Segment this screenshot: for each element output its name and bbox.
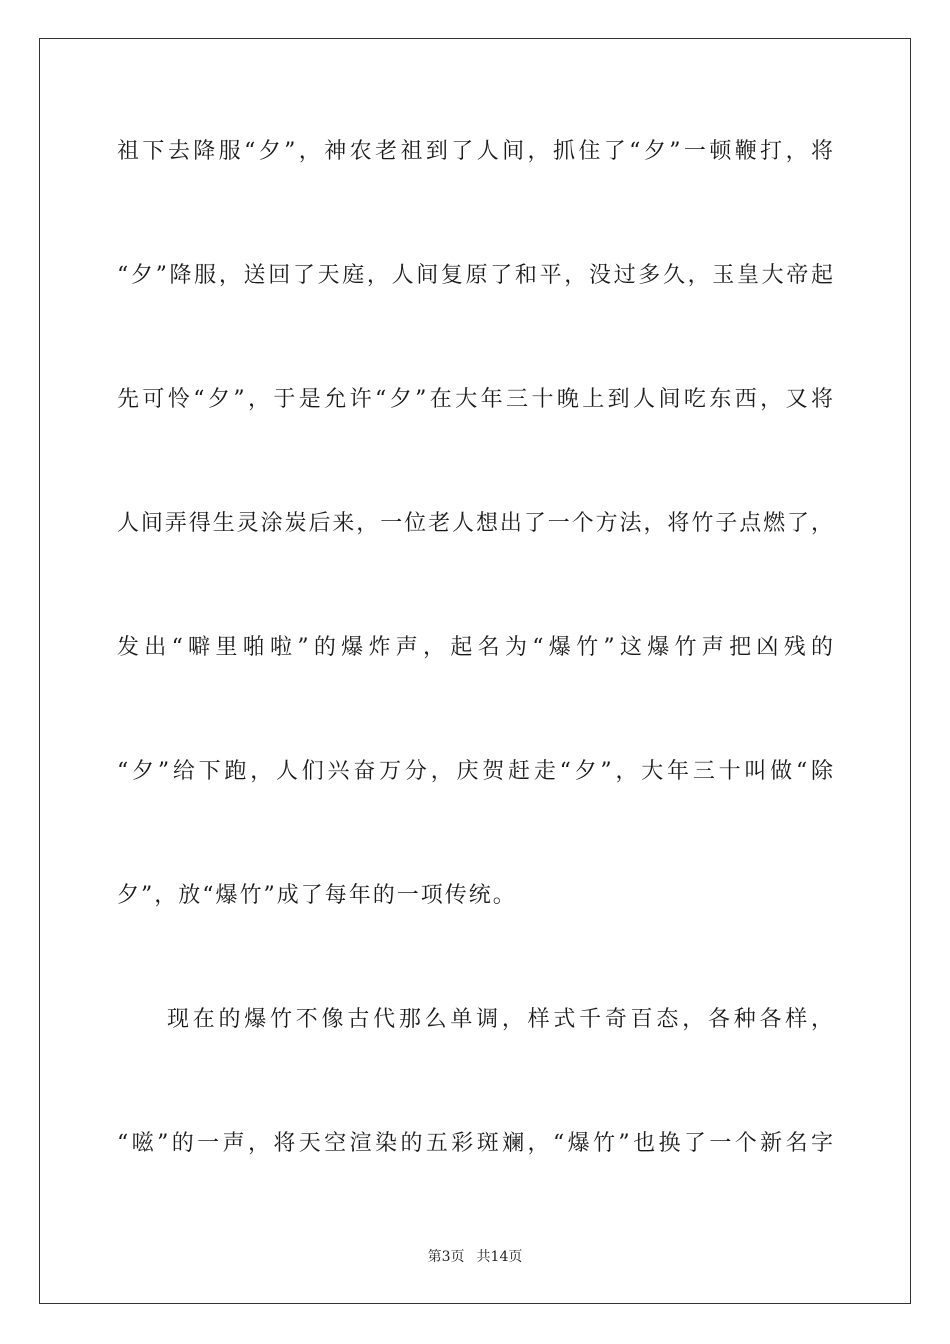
text-line-3: 先可怜“夕”，于是允许“夕”在大年三十晚上到人间吃东西，又将 <box>117 387 833 412</box>
page-footer <box>0 1247 950 1267</box>
text-line-9: “嗞”的一声，将天空渲染的五彩斑斓，“爆竹”也换了一个新名字 <box>117 1131 833 1156</box>
text-line-8: 现在的爆竹不像古代那么单调，样式千奇百态，各种各样， <box>167 1007 833 1032</box>
page-border <box>39 38 911 1304</box>
text-line-6: “夕”给下跑，人们兴奋万分，庆贺赶走“夕”，大年三十叫做“除 <box>117 759 833 784</box>
text-line-4: 人间弄得生灵涂炭后来，一位老人想出了一个方法，将竹子点燃了， <box>117 511 833 536</box>
current-page-label: 第3页 <box>427 1249 465 1265</box>
total-pages-label: 共14页 <box>476 1249 523 1265</box>
text-line-2: “夕”降服，送回了天庭，人间复原了和平，没过多久，玉皇大帝起 <box>117 263 833 288</box>
text-line-5: 发出“噼里啪啦”的爆炸声，起名为“爆竹”这爆竹声把凶残的 <box>117 635 833 660</box>
text-line-7: 夕”，放“爆竹”成了每年的一项传统。 <box>117 883 517 908</box>
text-line-1: 祖下去降服“夕”，神农老祖到了人间，抓住了“夕”一顿鞭打，将 <box>117 139 833 164</box>
